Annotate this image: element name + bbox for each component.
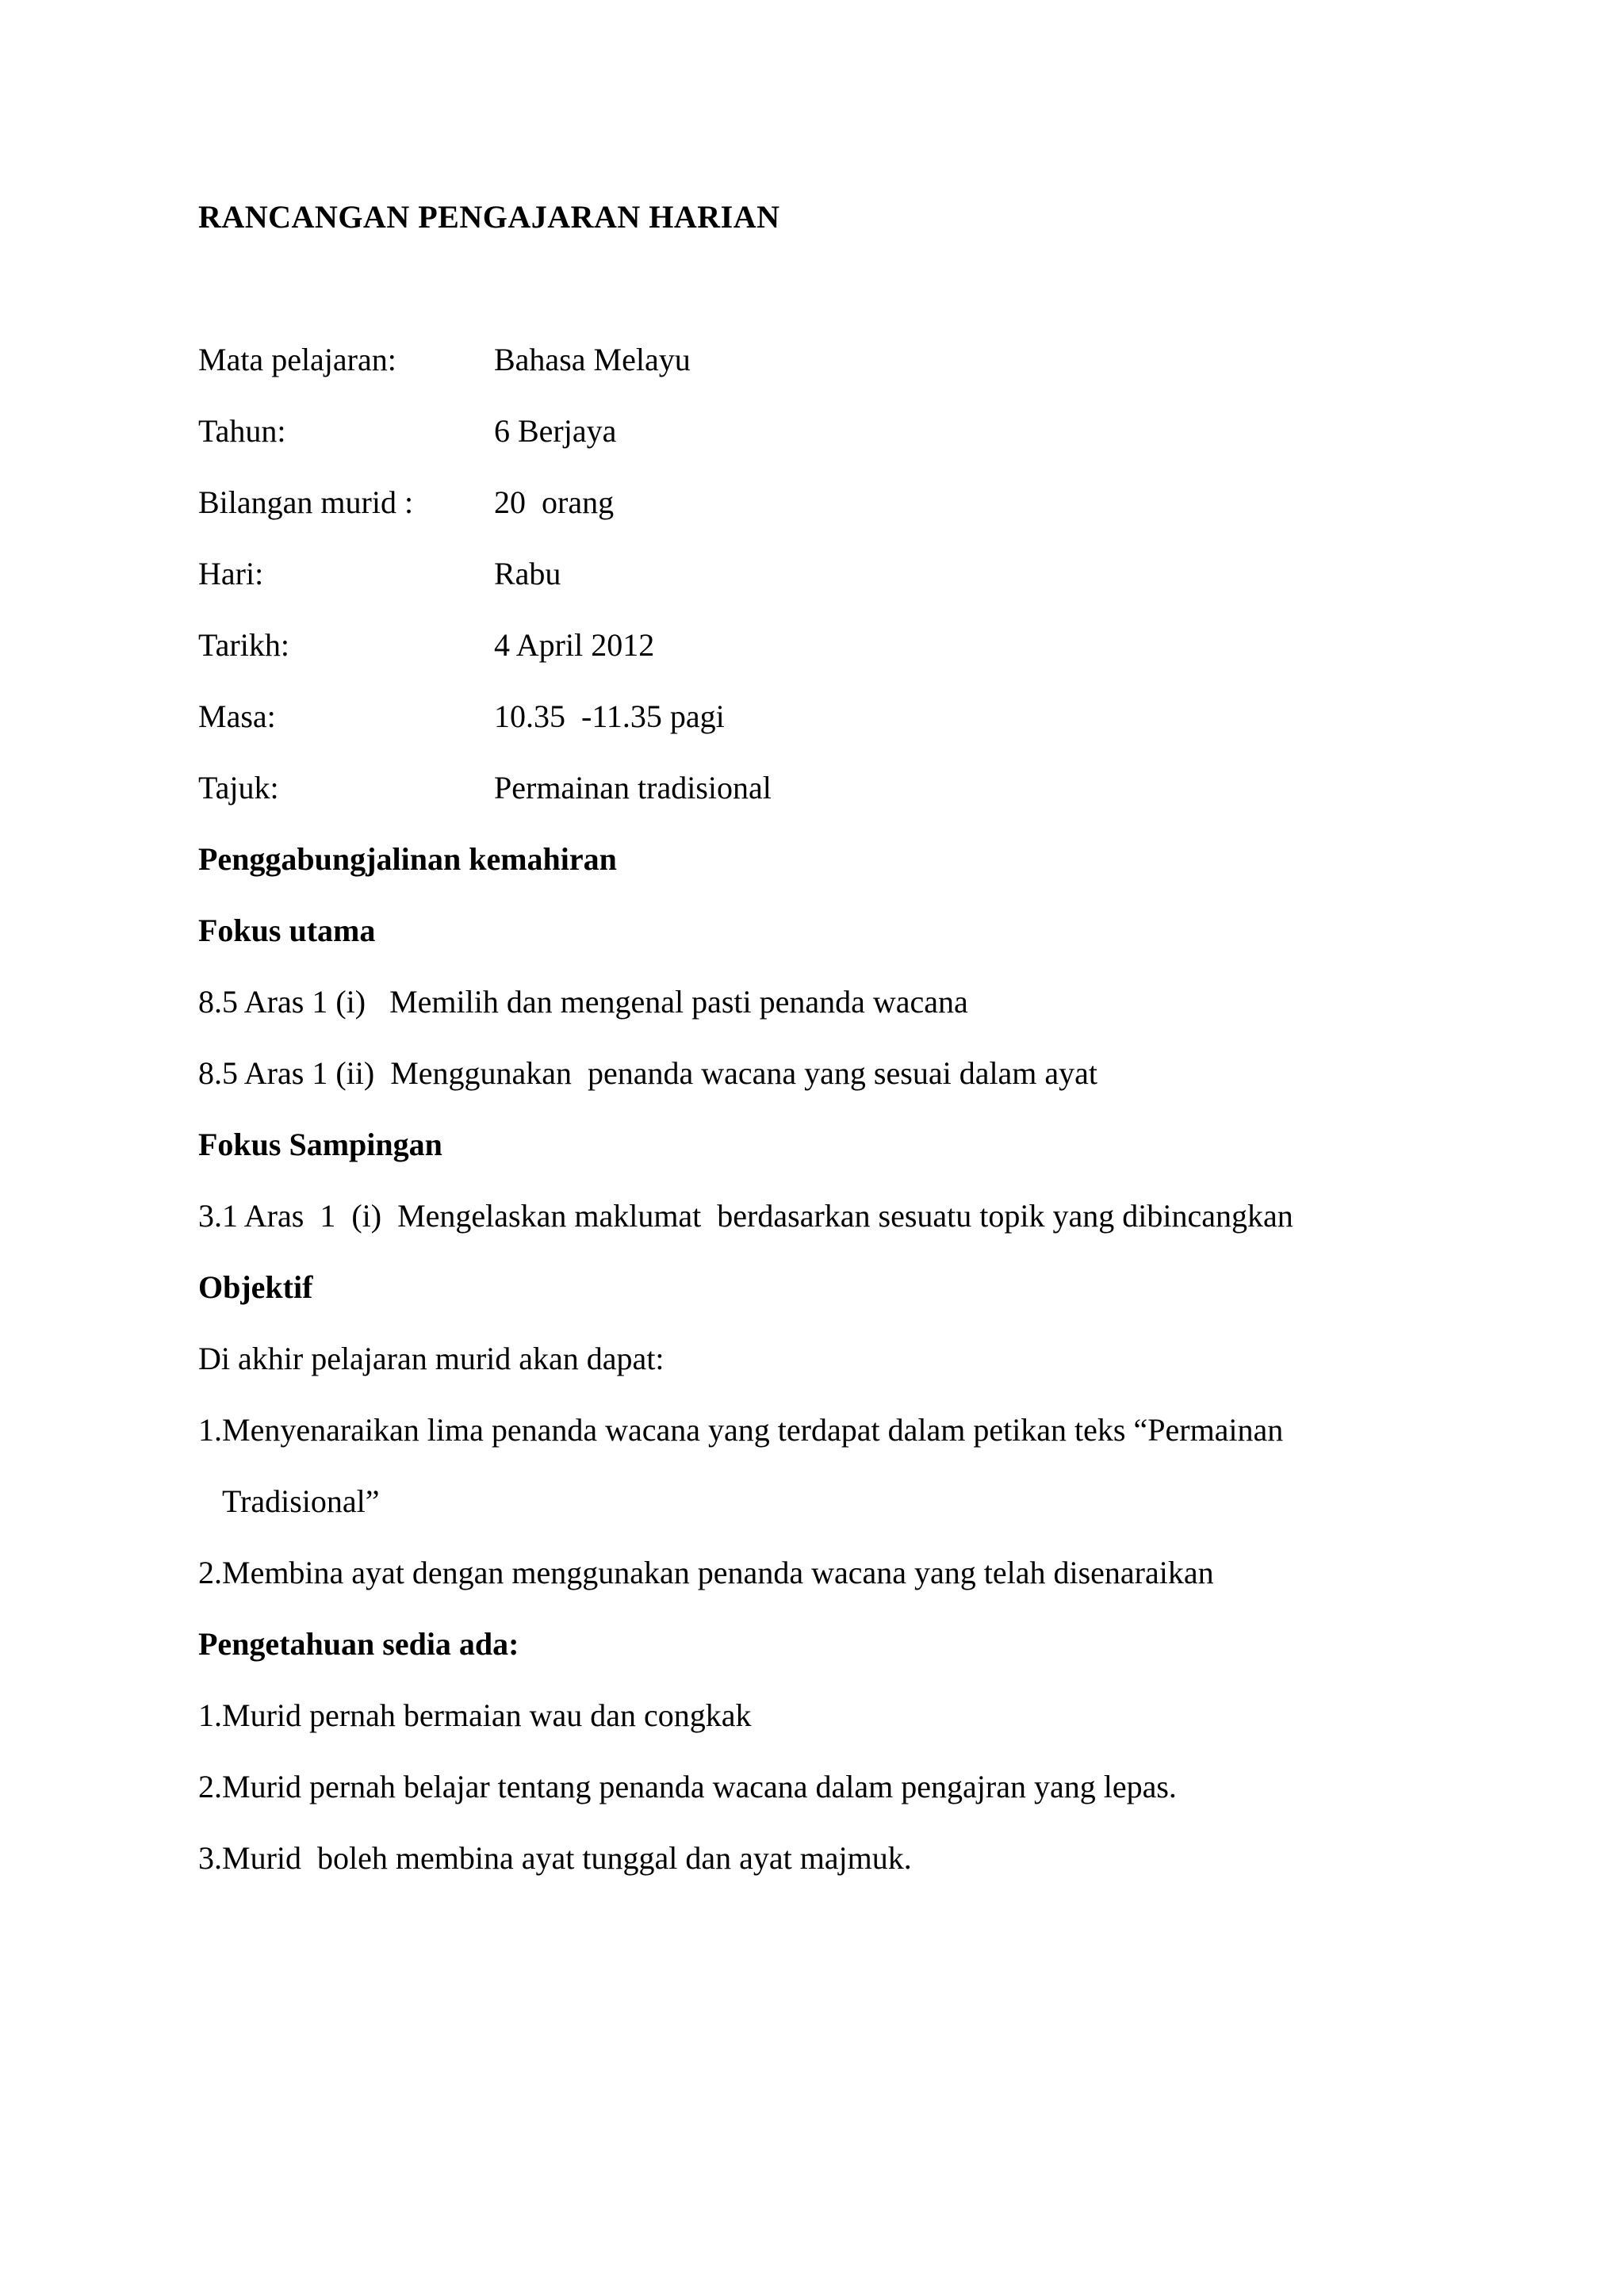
prior-knowledge-item: 2.Murid pernah belajar tentang penanda wacana dalam pengajran yang lepas. [198, 1769, 1177, 1804]
prior-knowledge-item: 3.Murid boleh membina ayat tunggal dan ayat majmuk. [198, 1840, 912, 1876]
info-label-year: Tahun: [198, 413, 286, 449]
skills-heading: Penggabungjalinan kemahiran [198, 841, 617, 877]
info-label-topic: Tajuk: [198, 770, 279, 806]
main-focus-item: 8.5 Aras 1 (i) Memilih dan mengenal pasti penanda wacana [198, 984, 968, 1020]
info-value-date: 4 April 2012 [494, 627, 655, 663]
info-value-time: 10.35 -11.35 pagi [494, 698, 725, 734]
main-focus-heading: Fokus utama [198, 913, 376, 948]
info-label-time: Masa: [198, 698, 276, 734]
info-value-subject: Bahasa Melayu [494, 342, 691, 377]
info-value-year: 6 Berjaya [494, 413, 617, 449]
objective-intro: Di akhir pelajaran murid akan dapat: [198, 1341, 665, 1376]
objective-item: 1.Menyenaraikan lima penanda wacana yang terdapat dalam petikan teks “Permainan [198, 1412, 1284, 1448]
info-label-date: Tarikh: [198, 627, 289, 663]
prior-knowledge-heading: Pengetahuan sedia ada: [198, 1626, 519, 1662]
prior-knowledge-item: 1.Murid pernah bermaian wau dan congkak [198, 1697, 752, 1733]
objective-item-continuation: Tradisional” [222, 1483, 380, 1519]
objective-item: 2.Membina ayat dengan menggunakan penanda wacana yang telah disenaraikan [198, 1555, 1214, 1590]
info-value-topic: Permainan tradisional [494, 770, 772, 806]
info-label-day: Hari: [198, 556, 264, 591]
side-focus-item: 3.1 Aras 1 (i) Mengelaskan maklumat berdasarkan sesuatu topik yang dibincangkan [198, 1198, 1293, 1234]
objective-heading: Objektif [198, 1269, 313, 1305]
info-value-students: 20 orang [494, 484, 615, 520]
info-value-day: Rabu [494, 556, 561, 591]
info-label-subject: Mata pelajaran: [198, 342, 396, 377]
info-label-students: Bilangan murid : [198, 484, 414, 520]
document-title: RANCANGAN PENGAJARAN HARIAN [198, 199, 780, 235]
side-focus-heading: Fokus Sampingan [198, 1127, 442, 1162]
main-focus-item: 8.5 Aras 1 (ii) Menggunakan penanda wacana yang sesuai dalam ayat [198, 1055, 1098, 1091]
